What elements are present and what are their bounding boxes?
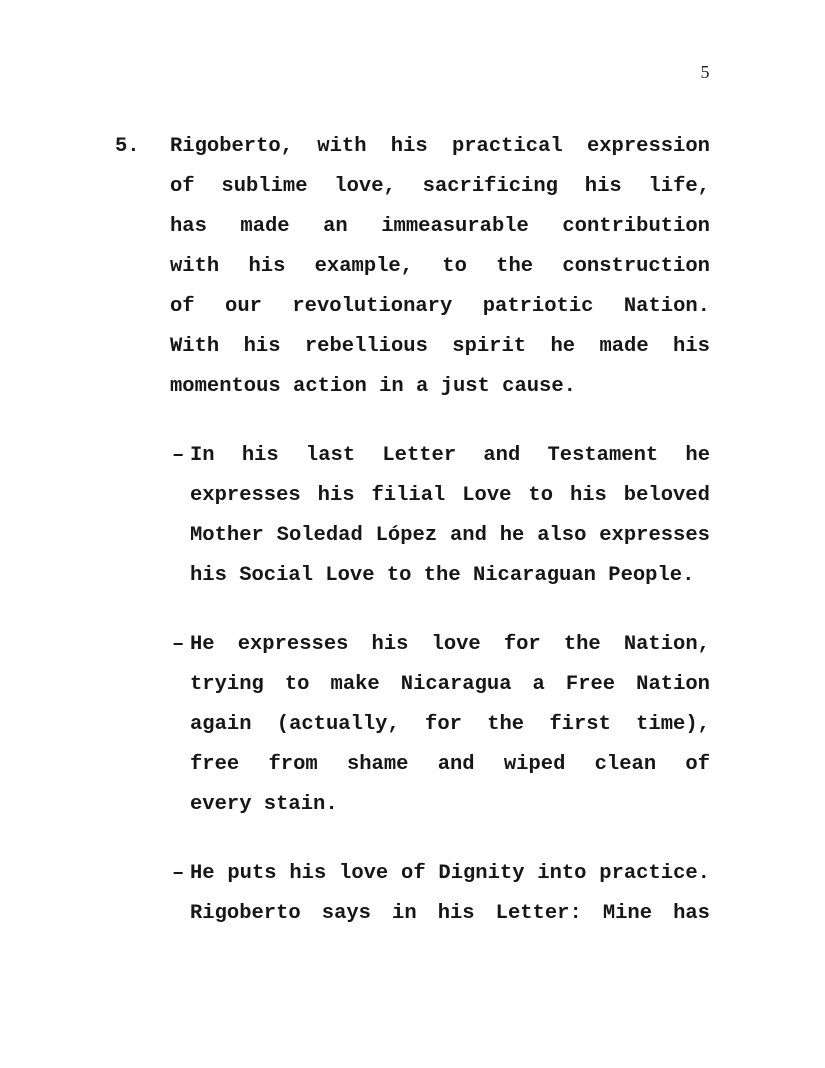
word: the — [563, 633, 601, 656]
word: Love — [462, 484, 512, 507]
word: for — [503, 633, 541, 656]
bullet-item — [172, 436, 710, 596]
word: make — [330, 673, 380, 696]
word: López — [375, 524, 438, 547]
text-line — [170, 287, 710, 327]
word: and — [437, 753, 475, 776]
word: puts — [227, 862, 277, 885]
word: Dignity — [438, 862, 525, 885]
word: sacrificing — [422, 175, 558, 198]
word: Rigoberto — [190, 902, 301, 925]
word: with — [170, 255, 220, 278]
word: in — [392, 902, 417, 925]
text-lines — [190, 625, 710, 825]
word: first — [549, 713, 611, 736]
word: filial — [371, 484, 446, 507]
word: life, — [648, 175, 710, 198]
word: our — [225, 295, 262, 318]
word: of — [170, 295, 195, 318]
text-line — [170, 207, 710, 247]
word: his — [584, 175, 622, 198]
word: Free — [565, 673, 616, 696]
word: his — [241, 444, 279, 467]
text-line: his Social Love to the Nicaraguan People. — [190, 564, 695, 587]
word: has — [170, 215, 207, 238]
word: to — [284, 673, 310, 696]
text-line — [190, 516, 710, 556]
word: patriotic — [482, 295, 594, 318]
word: a — [532, 673, 545, 696]
word: expresses — [190, 484, 301, 507]
word: love, — [334, 175, 396, 198]
word: to — [442, 255, 467, 278]
word: Nation, — [623, 633, 710, 656]
word: contribution — [562, 215, 710, 238]
word: and — [483, 444, 521, 467]
word: he — [499, 524, 525, 547]
item-number-label: 5. — [115, 135, 140, 158]
word: shame — [346, 753, 409, 776]
word: practice. — [599, 862, 710, 885]
word: expresses — [237, 633, 349, 656]
word: Mother — [190, 524, 264, 547]
text-line: every stain. — [190, 793, 338, 816]
word: Nation — [636, 673, 710, 696]
text-lines — [170, 127, 710, 407]
word: expresses — [599, 524, 710, 547]
word: Letter: — [495, 902, 582, 925]
word: of — [170, 175, 195, 198]
numbered-item — [115, 127, 710, 407]
word: sublime — [221, 175, 308, 198]
word: trying — [190, 673, 264, 696]
word: his — [317, 484, 355, 507]
text-line — [190, 665, 710, 705]
word: he — [550, 335, 576, 358]
text-line — [170, 127, 710, 167]
word: construction — [562, 255, 710, 278]
word: He — [190, 862, 215, 885]
bullet-dash: – — [172, 633, 185, 656]
word: also — [537, 524, 587, 547]
text-line — [170, 167, 710, 207]
text-line — [190, 625, 710, 665]
word: free — [190, 753, 240, 776]
word: time), — [636, 713, 710, 736]
word: his — [243, 335, 281, 358]
word: his — [673, 335, 710, 358]
word: (actually, — [276, 713, 400, 736]
document-content — [115, 127, 710, 934]
word: love — [339, 862, 389, 885]
word: last — [305, 444, 356, 467]
text-lines — [190, 436, 710, 596]
page-number: 5 — [700, 62, 710, 82]
word: for — [425, 713, 462, 736]
word: his — [569, 484, 607, 507]
word: Nation. — [623, 295, 710, 318]
word: of — [401, 862, 426, 885]
word: practical — [451, 135, 563, 158]
word: from — [268, 753, 318, 776]
text-line — [190, 854, 710, 894]
text-line — [170, 327, 710, 367]
text-line — [190, 436, 710, 476]
bullet-item — [172, 854, 710, 934]
word: to — [528, 484, 554, 507]
word: Letter — [382, 444, 457, 467]
word: love — [431, 633, 481, 656]
word: made — [240, 215, 290, 238]
text-line — [190, 894, 710, 934]
word: made — [599, 335, 649, 358]
word: wiped — [503, 753, 566, 776]
word: his — [437, 902, 475, 925]
word: He — [190, 633, 215, 656]
word: Soledad — [276, 524, 363, 547]
text-lines — [190, 854, 710, 934]
text-line — [170, 247, 710, 287]
word: of — [685, 753, 710, 776]
word: example, — [314, 255, 414, 278]
word: he — [685, 444, 710, 467]
bullet-item — [172, 625, 710, 825]
word: and — [449, 524, 487, 547]
word: Nicaragua — [400, 673, 512, 696]
word: spirit — [452, 335, 527, 358]
word: immeasurable — [381, 215, 529, 238]
word: again — [190, 713, 252, 736]
word: Testament — [547, 444, 659, 467]
text-line — [190, 476, 710, 516]
word: In — [190, 444, 215, 467]
word: the — [496, 255, 534, 278]
word: into — [537, 862, 587, 885]
word: his — [248, 255, 286, 278]
text-line — [190, 745, 710, 785]
word: Rigoberto, — [170, 135, 294, 158]
word: an — [323, 215, 348, 238]
word: the — [487, 713, 525, 736]
word: revolutionary — [292, 295, 453, 318]
word: With — [170, 335, 220, 358]
word: says — [321, 902, 371, 925]
word: beloved — [623, 484, 710, 507]
text-line: momentous action in a just cause. — [170, 375, 576, 398]
word: has — [673, 902, 710, 925]
bullet-dash: – — [172, 444, 185, 467]
word: rebellious — [304, 335, 428, 358]
word: expression — [586, 135, 710, 158]
text-line — [190, 705, 710, 745]
word: his — [390, 135, 428, 158]
bullet-dash: – — [172, 862, 185, 885]
word: clean — [594, 753, 657, 776]
word: with — [317, 135, 367, 158]
word: Mine — [602, 902, 653, 925]
word: his — [371, 633, 409, 656]
word: his — [289, 862, 327, 885]
